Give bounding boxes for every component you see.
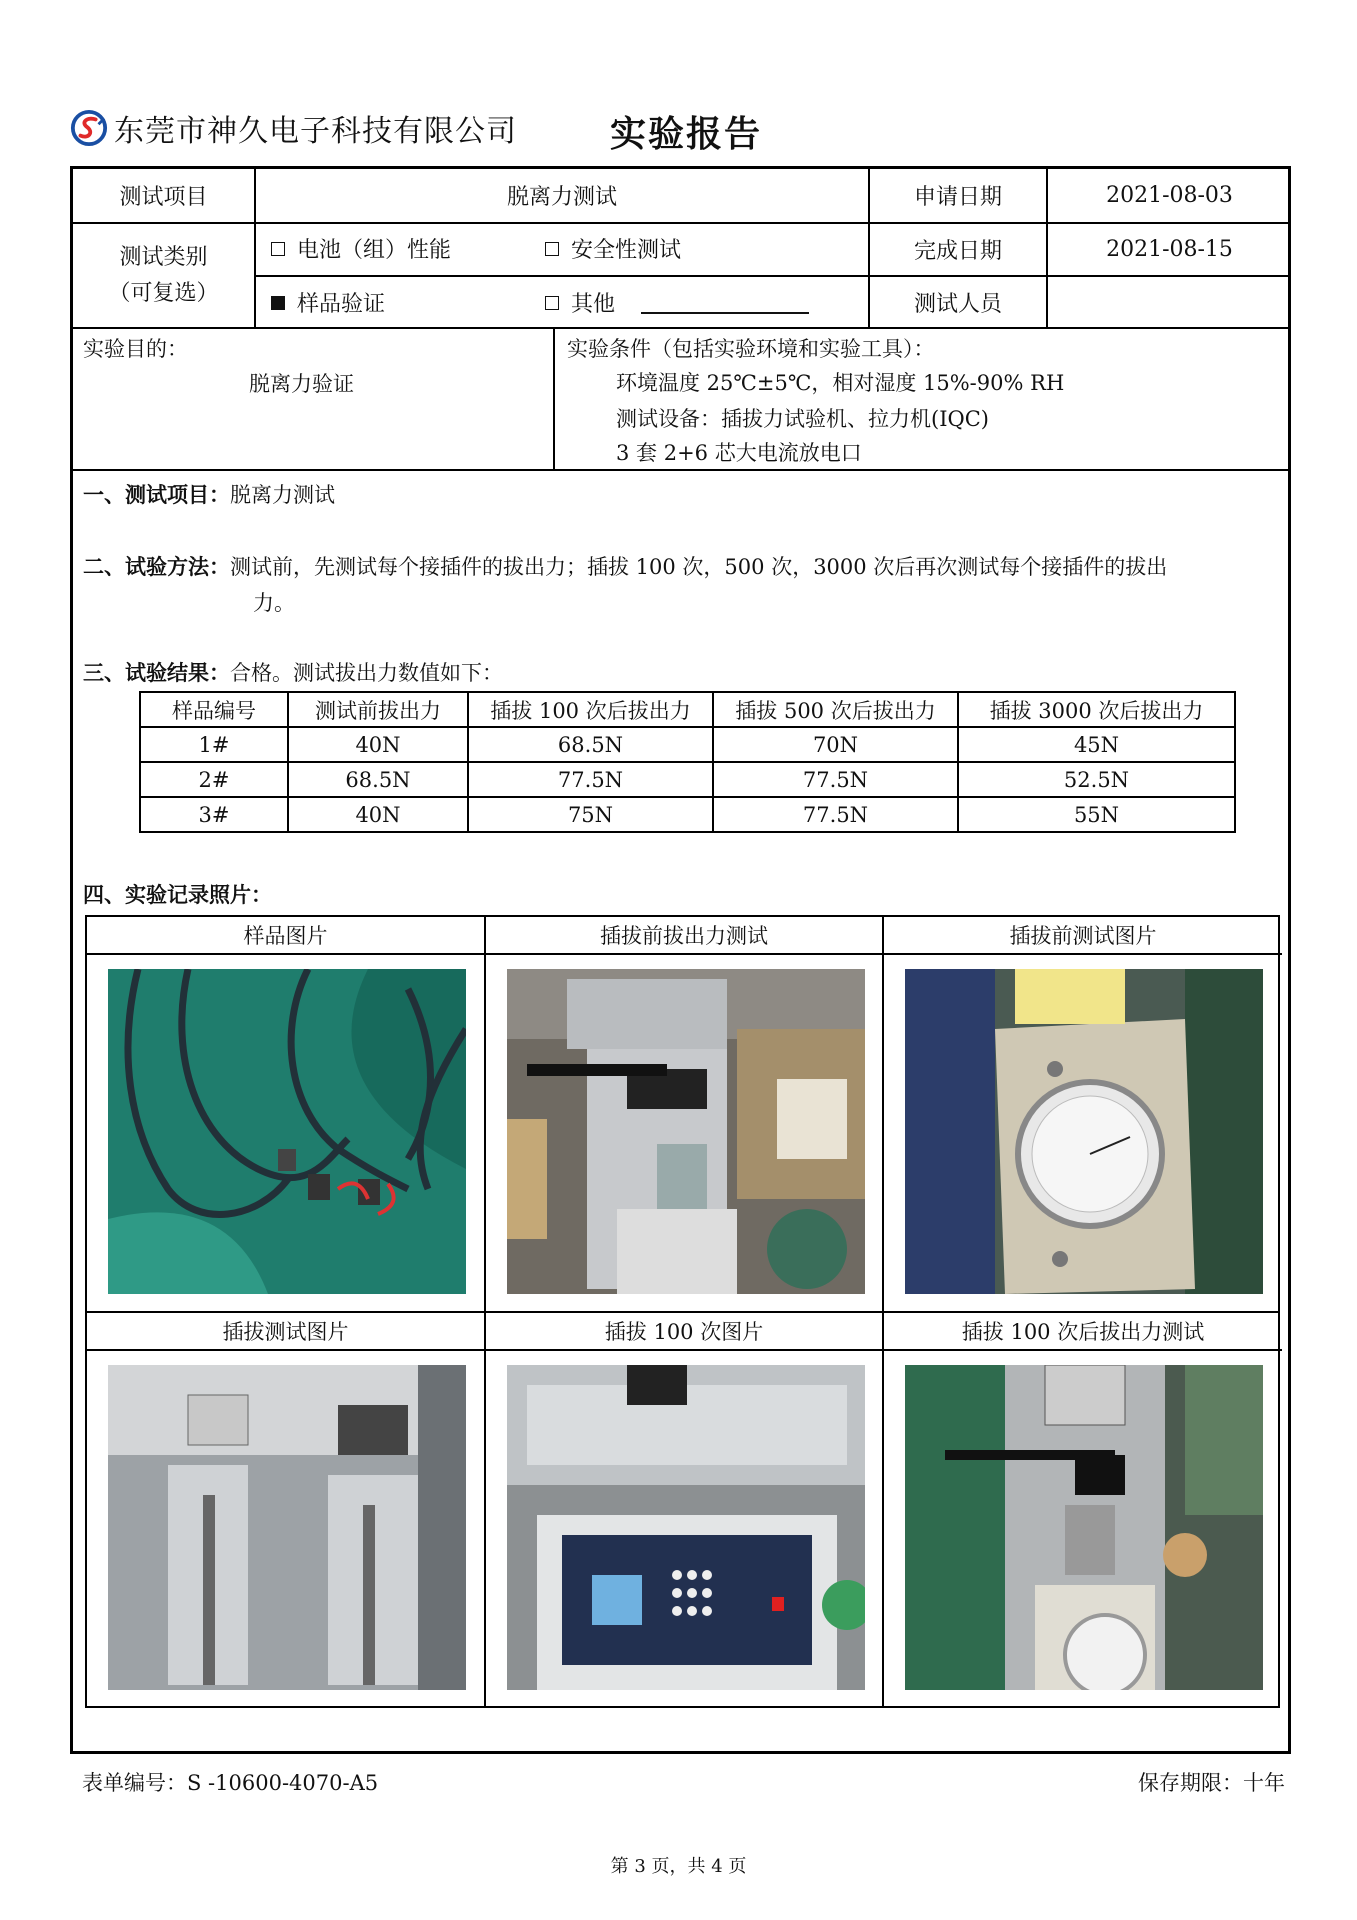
table-row: [140, 727, 1235, 762]
photo-cell-sample: [87, 917, 484, 1311]
pre-pull-test-photo: [507, 969, 865, 1294]
sample-photo: [108, 969, 466, 1294]
results-table: [139, 691, 1236, 833]
test-type-label: 测试类别 （可复选）: [108, 245, 219, 306]
section-2-continued: 力。: [253, 591, 295, 615]
table-header: 插拔 100 次后拔出力: [468, 692, 713, 727]
photo-cell-plug-100: [486, 1313, 882, 1706]
table-header: 样品编号: [140, 692, 288, 727]
option-other[interactable]: 其他: [545, 287, 809, 318]
apply-date-label: 申请日期: [913, 185, 1002, 210]
company-header: [70, 108, 517, 148]
table-cell: 75N: [468, 797, 713, 832]
purpose-label: 实验目的：: [83, 337, 188, 361]
photo-cell-plug-test: [87, 1313, 484, 1706]
option-safety[interactable]: 安全性测试: [545, 233, 681, 264]
photo-cell-pre-test: [884, 917, 1282, 1311]
photo-cell-pre-pull-test: [486, 917, 882, 1311]
test-item-label: 测试项目: [119, 185, 208, 210]
plug-test-photo: [108, 1365, 466, 1690]
company-logo-icon: [70, 109, 108, 147]
section-3: 三、试验结果：合格。测试拔出力数值如下：: [83, 661, 503, 685]
condition-line: 环境温度 25℃±5℃，相对湿度 15%-90% RH: [616, 371, 1065, 395]
other-blank-line: [641, 292, 809, 314]
checkbox-icon: [545, 242, 559, 256]
test-item-value: 脱离力测试: [506, 185, 617, 210]
company-name: 东莞市神久电子科技有限公司: [114, 114, 517, 149]
checkbox-icon: [271, 242, 285, 256]
table-header: 插拔 3000 次后拔出力: [958, 692, 1235, 727]
table-cell: 68.5N: [288, 762, 468, 797]
after-100-pull-photo: [905, 1365, 1263, 1690]
plug-100-photo: [507, 1365, 865, 1690]
checkbox-checked-icon: [271, 296, 285, 310]
conditions-label: 实验条件（包括实验环境和实验工具）：: [567, 337, 935, 361]
report-title: 实验报告: [610, 114, 763, 155]
table-cell: 70N: [713, 727, 958, 762]
photo-title: 插拔 100 次后拔出力测试: [884, 1313, 1282, 1351]
table-cell: 1#: [140, 727, 288, 762]
table-row: [140, 762, 1235, 797]
table-header: 测试前拔出力: [288, 692, 468, 727]
checkbox-icon: [545, 296, 559, 310]
table-cell: 68.5N: [468, 727, 713, 762]
photo-grid: [85, 915, 1280, 1708]
finish-date-value: 2021-08-15: [1106, 237, 1233, 262]
photo-cell-after-100-pull: [884, 1313, 1282, 1706]
option-sample-verify[interactable]: 样品验证: [271, 287, 385, 318]
purpose-value: 脱离力验证: [249, 372, 354, 396]
photo-title: 插拔前测试图片: [884, 917, 1282, 955]
report-frame: [70, 166, 1291, 1754]
table-cell: 77.5N: [468, 762, 713, 797]
table-row: [140, 797, 1235, 832]
condition-line: 测试设备：插拔力试验机、拉力机(IQC): [616, 407, 989, 431]
table-cell: 77.5N: [713, 797, 958, 832]
table-header-row: [140, 692, 1235, 727]
table-cell: 52.5N: [958, 762, 1235, 797]
tester-label: 测试人员: [913, 291, 1002, 317]
table-cell: 45N: [958, 727, 1235, 762]
section-4: 四、实验记录照片：: [83, 883, 272, 907]
page-number: 第 3 页，共 4 页: [610, 1856, 747, 1877]
retention-period: 保存期限：十年: [1138, 1771, 1285, 1795]
photo-title: 插拔测试图片: [87, 1313, 484, 1351]
section-1: 一、测试项目：脱离力测试: [83, 483, 335, 507]
pre-test-photo: [905, 969, 1263, 1294]
section-2: 二、试验方法：测试前，先测试每个接插件的拔出力；插拔 100 次，500 次，3000 次后再次测试每个接插件的拔出: [83, 555, 1168, 579]
table-cell: 55N: [958, 797, 1235, 832]
tester-value: [1048, 277, 1291, 327]
table-cell: 40N: [288, 797, 468, 832]
photo-title: 样品图片: [87, 917, 484, 955]
table-header: 插拔 500 次后拔出力: [713, 692, 958, 727]
table-cell: 2#: [140, 762, 288, 797]
table-cell: 3#: [140, 797, 288, 832]
table-cell: 77.5N: [713, 762, 958, 797]
condition-line: 3 套 2+6 芯大电流放电口: [616, 441, 862, 465]
form-number: 表单编号：S -10600-4070-A5: [82, 1771, 379, 1795]
photo-title: 插拔 100 次图片: [486, 1313, 882, 1351]
apply-date-value: 2021-08-03: [1106, 183, 1233, 208]
table-cell: 40N: [288, 727, 468, 762]
option-battery[interactable]: 电池（组）性能: [271, 233, 451, 264]
finish-date-label: 完成日期: [913, 239, 1002, 264]
photo-title: 插拔前拔出力测试: [486, 917, 882, 955]
